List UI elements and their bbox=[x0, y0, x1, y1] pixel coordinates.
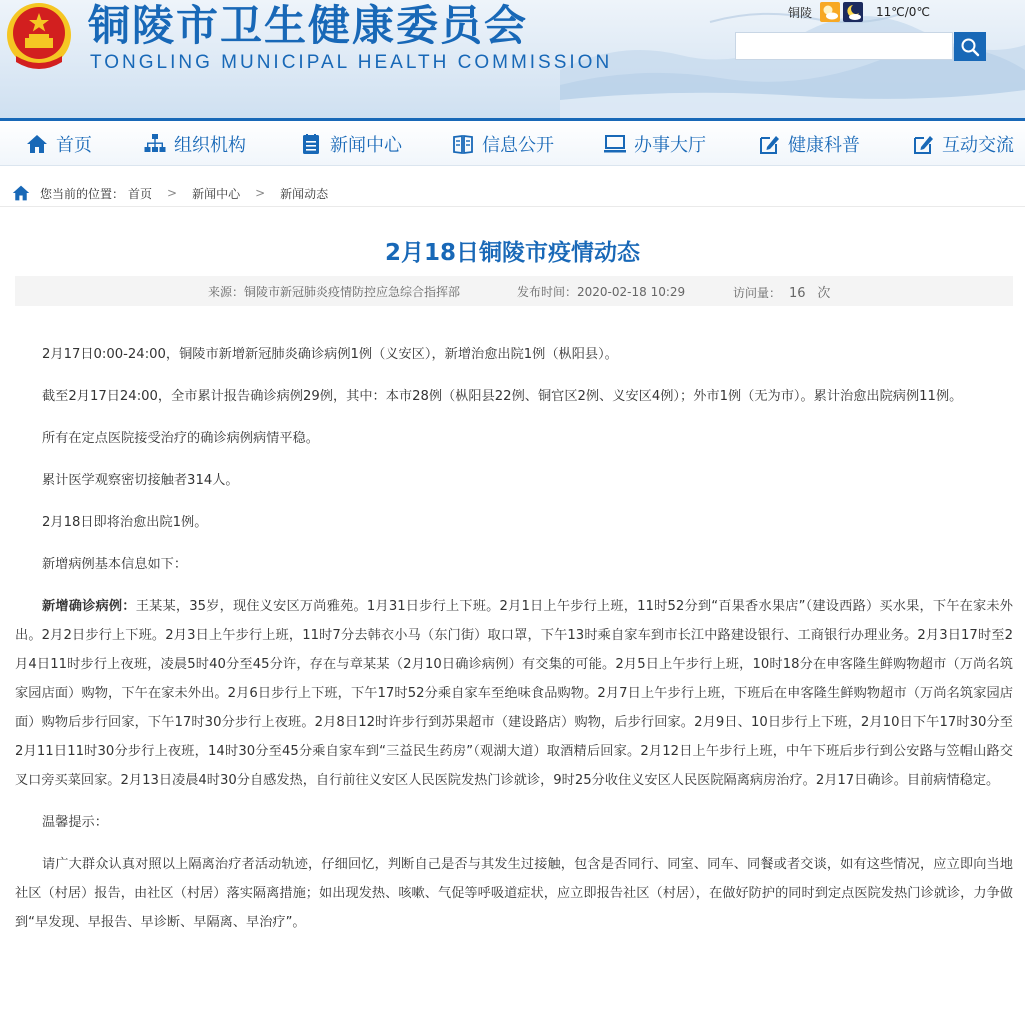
search-button[interactable] bbox=[954, 32, 986, 61]
case-lead: 新增确诊病例： bbox=[42, 599, 136, 614]
home-icon bbox=[12, 184, 30, 202]
nav-label: 信息公开 bbox=[482, 134, 554, 156]
site-subtitle: TONGLING MUNICIPAL HEALTH COMMISSION bbox=[90, 52, 613, 73]
search-input[interactable] bbox=[735, 32, 953, 60]
sun-cloud-icon bbox=[820, 2, 840, 22]
national-emblem-icon bbox=[4, 0, 74, 74]
monitor-icon bbox=[604, 133, 626, 155]
article-paragraph: 2月17日0:00-24:00，铜陵市新增新冠肺炎确诊病例1例（义安区），新增治愈出院1例（枞阳县）。 bbox=[42, 347, 618, 362]
case-text: 王某某，35岁，现住义安区万尚雅苑。1月31日步行上下班。2月1日上午步行上班，11时52分到“百果香水果店”（建设西路）买水果，下午在家未外出。2月2日步行上下班。2月3日上午步行上班，11时7分去韩衣小马（东门街）取口罩，下午13时乘自家车到市长江中路建设银行、工商银行办理业务。2月3日17时至2月4日11时步行上夜班，凌晨5时40分至45分许，存在与章某某（2月10日确诊病例）有交集的可能。2月5日上午步行上班，10时18分在申客隆生鲜购物超市（万尚名筑家园店面）购物，下午在家未外出。2月6日步行上下班，下午17时52分乘自家车至绝味食品购物。2月7日上午步行上班，下班后在申客隆生鲜购物超市（万尚名筑家园店面）购物后步行回家，下午17时30分步行上夜班。2月8日12时许步行到苏果超市（建设路店）购物，后步行回家。2月9日、10日步行上下班，2月10日下午17时30分至2月11日11时30分步行上夜班，14时30分至45分乘自家车到“三益民生药房”（观湖大道）取酒精后回家。2月12日上午步行上班，中午下班后步行到公安路与笠帽山路交叉口旁买菜回家。2月13日凌晨4时30分自感发热，自行前往义安区人民医院发热门诊就诊，9时25分收住义安区人民医院隔离病房治疗。2月17日确诊。目前病情稳定。 bbox=[15, 599, 1013, 788]
moon-cloud-icon bbox=[843, 2, 863, 22]
news-list-icon bbox=[300, 133, 322, 155]
main-nav bbox=[0, 118, 1025, 166]
nav-item-service-hall[interactable] bbox=[604, 121, 706, 166]
site-title: 铜陵市卫生健康委员会 bbox=[88, 1, 529, 50]
weather-city: 铜陵 bbox=[788, 5, 813, 20]
site-header bbox=[0, 0, 1025, 118]
breadcrumb-separator: > bbox=[167, 186, 178, 200]
article-paragraph: 所有在定点医院接受治疗的确诊病例病情平稳。 bbox=[42, 431, 319, 446]
weather-widget bbox=[788, 2, 930, 22]
date-label: 发布时间： bbox=[517, 284, 578, 299]
article-paragraph: 2月18日即将治愈出院1例。 bbox=[42, 515, 208, 530]
nav-item-interaction[interactable] bbox=[912, 121, 1014, 166]
breadcrumb-separator: > bbox=[255, 186, 266, 200]
org-chart-icon bbox=[144, 133, 166, 155]
tip-title: 温馨提示： bbox=[42, 815, 108, 830]
breadcrumb-home[interactable]: 首页 bbox=[128, 186, 153, 201]
nav-label: 新闻中心 bbox=[330, 134, 402, 156]
breadcrumb-prefix: 您当前的位置： bbox=[40, 186, 125, 201]
edit-icon bbox=[912, 133, 934, 155]
nav-label: 健康科普 bbox=[788, 134, 860, 156]
breadcrumb-news-updates[interactable]: 新闻动态 bbox=[280, 186, 329, 201]
nav-label: 办事大厅 bbox=[634, 134, 706, 156]
article-date bbox=[517, 283, 685, 300]
article-body bbox=[15, 340, 1013, 950]
date-value: 2020-02-18 10:29 bbox=[577, 284, 686, 299]
search-icon bbox=[960, 37, 980, 57]
breadcrumb bbox=[0, 180, 1025, 207]
nav-item-organization[interactable] bbox=[144, 121, 246, 166]
article-paragraph: 累计医学观察密切接触者314人。 bbox=[42, 473, 239, 488]
source-value: 铜陵市新冠肺炎疫情防控应急综合指挥部 bbox=[244, 284, 461, 299]
book-icon bbox=[452, 133, 474, 155]
views-unit: 次 bbox=[817, 285, 831, 301]
nav-item-home[interactable] bbox=[26, 121, 92, 166]
nav-item-info-disclosure[interactable] bbox=[452, 121, 554, 166]
weather-temperature: 11℃/0℃ bbox=[876, 5, 930, 19]
case-paragraph bbox=[15, 592, 1013, 795]
views-count: 16 bbox=[789, 285, 806, 301]
breadcrumb-news-center[interactable]: 新闻中心 bbox=[192, 186, 241, 201]
article-paragraph: 截至2月17日24:00，全市累计报告确诊病例29例，其中：本市28例（枞阳县22例、铜官区2例、义安区4例）；外市1例（无为市）。累计治愈出院病例11例。 bbox=[42, 389, 963, 404]
views-label: 访问量： bbox=[733, 285, 782, 300]
nav-item-health-science[interactable] bbox=[758, 121, 860, 166]
nav-label: 组织机构 bbox=[174, 134, 246, 156]
nav-label: 互动交流 bbox=[942, 134, 1014, 156]
home-icon bbox=[26, 133, 48, 155]
edit-icon bbox=[758, 133, 780, 155]
article-paragraph: 新增病例基本信息如下： bbox=[42, 557, 188, 572]
article-meta bbox=[15, 276, 1013, 306]
tip-text: 请广大群众认真对照以上隔离治疗者活动轨迹，仔细回忆，判断自己是否与其发生过接触，包含是否同行、同室、同车、同餐或者交谈，如有这些情况，应立即向当地社区（村居）报告，由社区（村居）落实隔离措施；如出现发热、咳嗽、气促等呼吸道症状，应立即报告社区（村居），在做好防护的同时到定点医院发热门诊就诊，力争做到“早发现、早报告、早诊断、早隔离、早治疗”。 bbox=[15, 857, 1013, 930]
article-views bbox=[733, 282, 830, 301]
article-title: 2月18日铜陵市疫情动态 bbox=[384, 240, 640, 266]
source-label: 来源： bbox=[208, 284, 245, 299]
nav-item-news[interactable] bbox=[300, 121, 402, 166]
nav-label: 首页 bbox=[56, 134, 92, 156]
article-source bbox=[208, 283, 460, 300]
